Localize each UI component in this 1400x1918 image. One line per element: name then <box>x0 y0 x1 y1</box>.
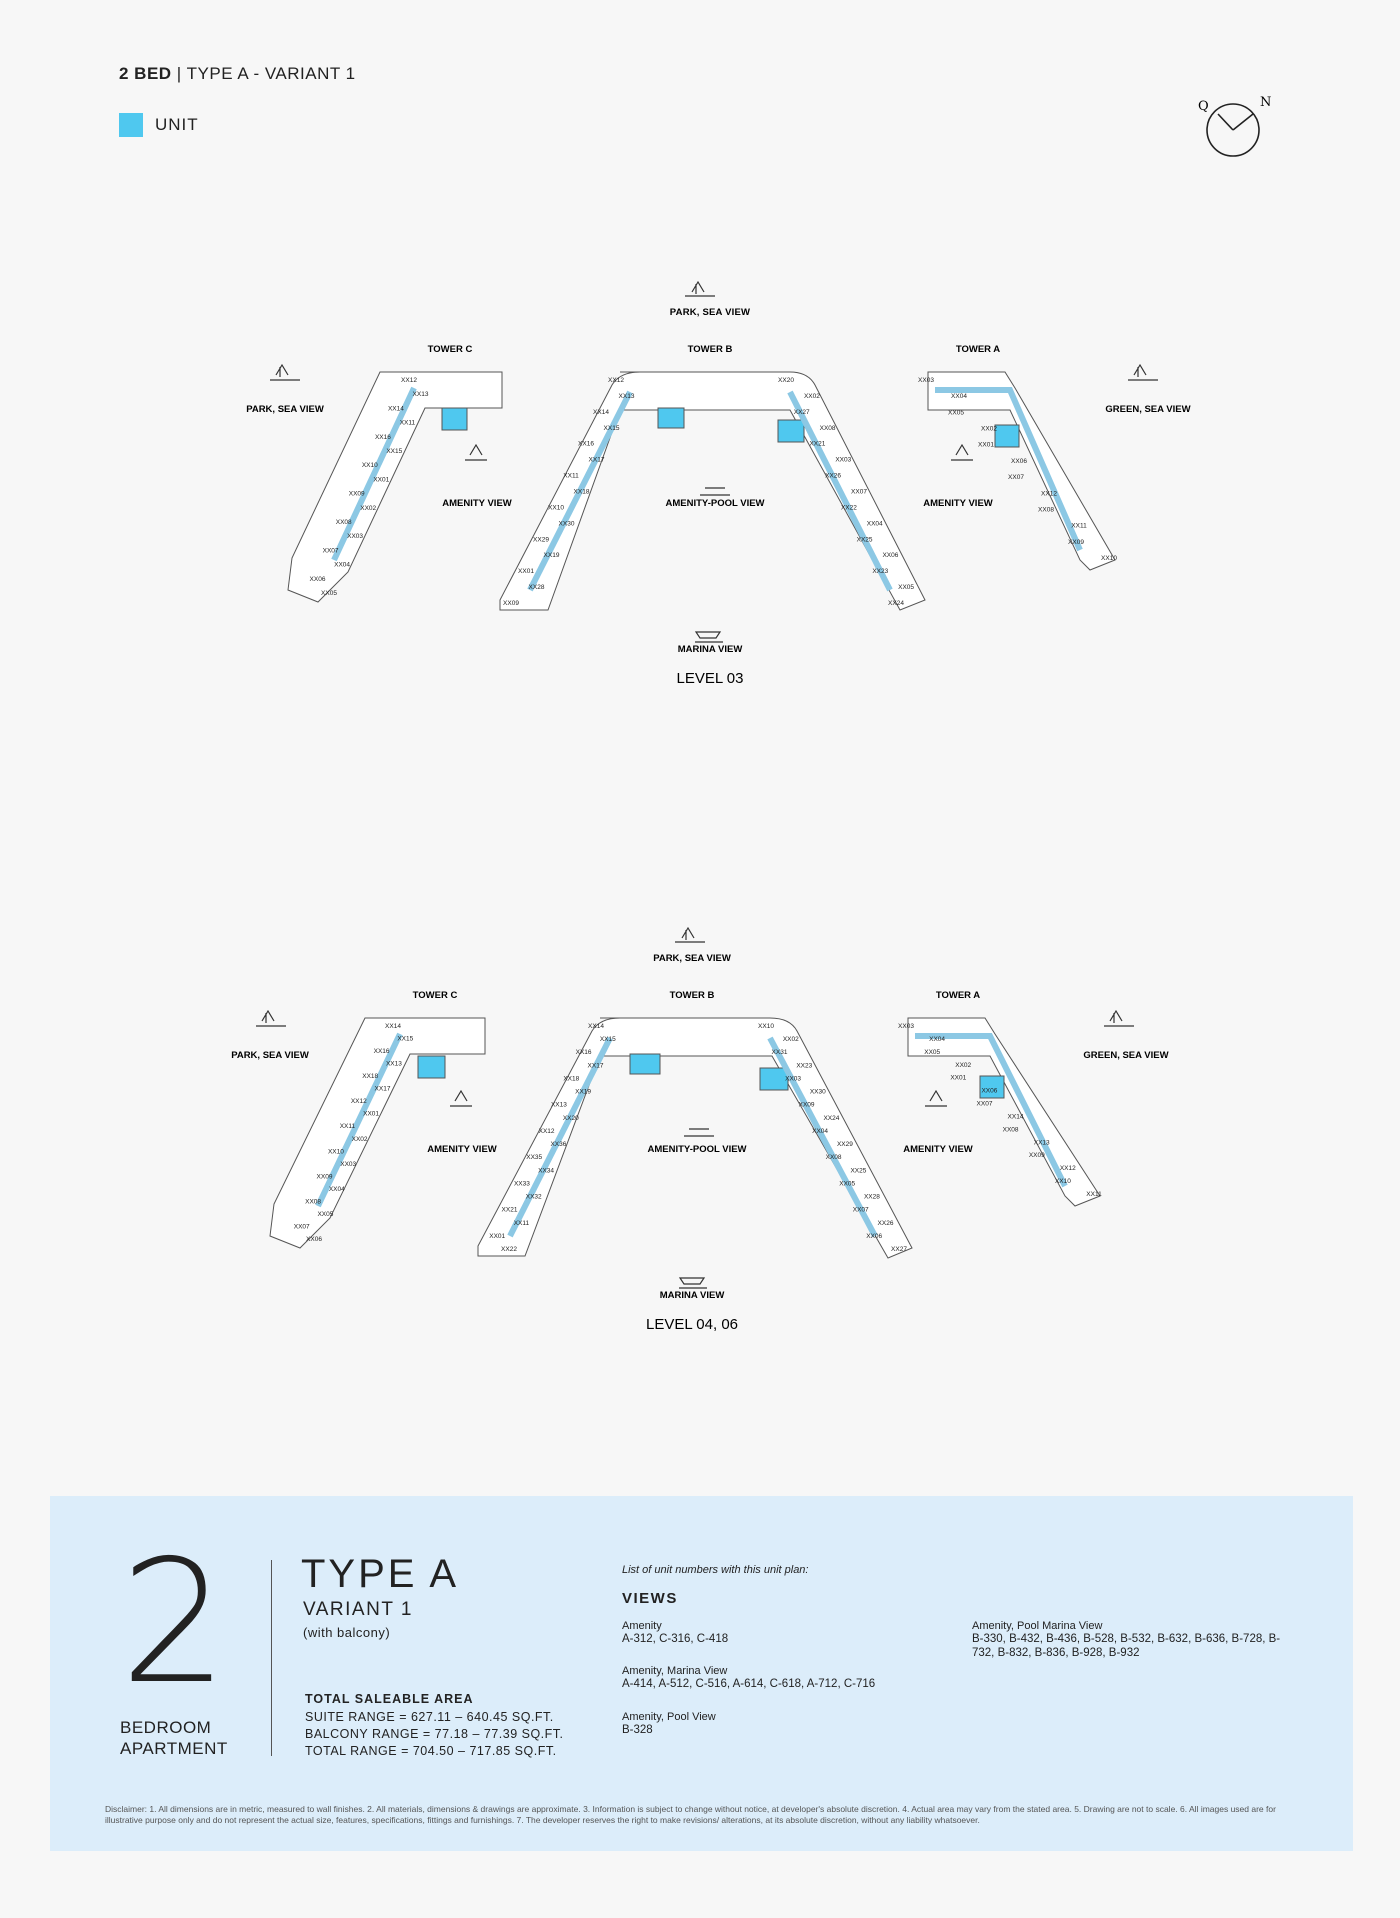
unit-label-tower-b: XX36 <box>550 1141 567 1149</box>
unit-label-tower-b: XX13 <box>550 1101 567 1109</box>
unit-label-tower-b: XX27 <box>793 408 810 416</box>
total-range: TOTAL RANGE = 704.50 – 717.85 SQ.FT. <box>305 1744 557 1758</box>
unit-label-tower-c: XX08 <box>335 519 352 526</box>
unit-label-tower-b: XX18 <box>573 488 590 496</box>
unit-label-tower-a: XX09 <box>1068 538 1084 546</box>
tower-b-label: TOWER B <box>669 990 715 1001</box>
tower-c-unit-highlight <box>418 1056 445 1078</box>
unit-label-tower-b: XX02 <box>782 1036 799 1044</box>
unit-label-tower-c: XX17 <box>374 1085 391 1093</box>
unit-label-tower-c: XX16 <box>373 1048 390 1056</box>
unit-label-tower-b: XX22 <box>840 504 857 512</box>
unit-label-tower-b: XX26 <box>877 1219 894 1227</box>
unit-label-tower-b: XX03 <box>785 1075 802 1083</box>
unit-label-tower-a: XX12 <box>1041 490 1057 498</box>
unit-label-tower-c: XX09 <box>316 1173 333 1181</box>
unit-label-tower-c: XX10 <box>327 1148 344 1156</box>
legend <box>119 113 199 137</box>
unit-label-tower-a: XX01 <box>950 1074 967 1082</box>
unit-label-tower-b: XX27 <box>891 1246 907 1253</box>
unit-label-tower-b: XX05 <box>839 1180 856 1188</box>
unit-label-tower-b: XX03 <box>835 456 852 464</box>
unit-label-tower-b: XX25 <box>850 1167 867 1175</box>
balcony-range: BALCONY RANGE = 77.18 – 77.39 SQ.FT. <box>305 1727 564 1741</box>
unit-label-tower-b: XX32 <box>525 1193 542 1201</box>
unit-label-tower-c: XX06 <box>309 575 326 583</box>
unit-label-tower-b: XX28 <box>863 1193 880 1201</box>
unit-label-tower-b: XX17 <box>587 1062 604 1070</box>
view-group: Amenity, Marina View A-414, A-512, C-516, A-614, C-618, A-712, C-716 <box>622 1665 876 1690</box>
unit-label-tower-c: XX02 <box>351 1135 368 1143</box>
list-heading: List of unit numbers with this unit plan: <box>622 1564 809 1576</box>
unit-label-tower-b: XX33 <box>513 1180 530 1188</box>
unit-label-tower-a: XX11 <box>1086 1191 1102 1198</box>
unit-label-tower-c: XX01 <box>363 1110 380 1118</box>
unit-label-tower-b: XX02 <box>803 392 820 400</box>
unit-label-tower-c: XX02 <box>360 504 377 512</box>
unit-label-tower-c: XX03 <box>340 1160 357 1168</box>
unit-label-tower-a: XX07 <box>1008 474 1024 482</box>
unit-label-tower-c: XX13 <box>412 391 429 399</box>
unit-label-tower-b: XX12 <box>538 1127 555 1135</box>
type-title: TYPE A <box>301 1552 460 1596</box>
unit-label-tower-c: XX13 <box>385 1060 402 1068</box>
unit-label-tower-a: XX08 <box>1002 1126 1019 1134</box>
unit-label-tower-c: XX16 <box>374 433 391 441</box>
unit-label-tower-b: XX16 <box>578 440 594 448</box>
unit-label-tower-a: XX05 <box>948 409 964 417</box>
unit-label-tower-b: XX19 <box>543 552 560 560</box>
unit-label-tower-c: XX04 <box>334 561 351 569</box>
unit-label-tower-a: XX05 <box>924 1048 941 1056</box>
unit-label-tower-c: XX01 <box>373 476 390 484</box>
unit-label-tower-b: XX15 <box>599 1036 616 1044</box>
unit-label-tower-c: XX04 <box>328 1185 345 1193</box>
unit-label-tower-c: XX07 <box>293 1223 310 1231</box>
unit-label-tower-c: XX15 <box>397 1035 414 1043</box>
view-bottom: MARINA VIEW <box>659 1290 725 1301</box>
level-03-plan <box>0 260 1400 740</box>
divider <box>271 1560 272 1756</box>
level-04-06-plan <box>0 906 1400 1386</box>
unit-label-tower-b: XX01 <box>489 1232 506 1240</box>
unit-label-tower-b: XX29 <box>836 1141 853 1149</box>
unit-label-tower-a: XX04 <box>929 1035 946 1043</box>
unit-label-tower-b: XX15 <box>603 424 620 432</box>
view-right: GREEN, SEA VIEW <box>1083 1050 1169 1061</box>
unit-label-tower-b: XX09 <box>503 600 519 607</box>
unit-swatch <box>119 113 143 137</box>
unit-label-tower-b: XX18 <box>563 1075 580 1083</box>
view-bottom: MARINA VIEW <box>677 644 743 655</box>
unit-label-tower-b: XX21 <box>501 1206 518 1214</box>
unit-label-tower-b: XX29 <box>533 536 549 544</box>
unit-label-tower-c: XX11 <box>399 419 416 427</box>
unit-label-tower-b: XX20 <box>778 377 794 384</box>
unit-label-tower-c: XX15 <box>386 448 403 455</box>
unit-label-tower-a: XX04 <box>951 393 967 401</box>
unit-label-tower-b: XX06 <box>882 552 899 560</box>
unit-label-tower-b: XX05 <box>898 584 915 592</box>
unit-label-tower-b: XX08 <box>825 1154 842 1162</box>
compass-left-letter: Q <box>1198 99 1209 114</box>
unit-label-tower-b: XX11 <box>563 472 579 480</box>
unit-label-tower-b: XX10 <box>758 1023 774 1030</box>
compass-icon <box>1190 92 1276 160</box>
level-label: LEVEL 04, 06 <box>645 1316 739 1333</box>
unit-label-tower-a: XX07 <box>976 1100 993 1108</box>
unit-label-tower-b: XX04 <box>866 520 883 528</box>
tower-a-label: TOWER A <box>935 990 981 1001</box>
unit-label-tower-c: XX12 <box>401 377 417 384</box>
unit-label-tower-b: XX28 <box>528 584 545 592</box>
disclaimer: Disclaimer: 1. All dimensions are in metric, measured to wall finishes. 2. All materials, dimensions & drawings are approximate. 3. Information is subject to change without notice, at developer's absolute discretion. 4. Actual area may vary from the stated area. 5. Drawing are not to scale. 6. All images used are for illustrative purpose only and do not represent the actual size, features, specifications, fittings and furnishings. 7. The developer reserves the right to make revisions/ alterations, at its absolute discretion, without any liability whatsoever. <box>105 1804 1276 1825</box>
bedroom-number: 2 <box>120 1524 229 1722</box>
unit-label-tower-b: XX21 <box>809 440 826 448</box>
tower-a-label: TOWER A <box>955 344 1001 355</box>
page-title: 2 BED | TYPE A - VARIANT 1 <box>119 64 356 83</box>
view-left: PARK, SEA VIEW <box>231 1050 309 1061</box>
unit-label-tower-c: XX05 <box>317 1210 334 1218</box>
bedroom-label: BEDROOM APARTMENT <box>120 1718 228 1758</box>
unit-label-tower-b: XX07 <box>852 1206 869 1214</box>
unit-label-tower-b: XX13 <box>618 392 635 400</box>
view-pool: AMENITY-POOL VIEW <box>647 1144 747 1155</box>
unit-label-tower-b: XX25 <box>856 536 873 544</box>
unit-label-tower-b: XX01 <box>518 568 534 576</box>
view-group: Amenity A-312, C-316, C-418 <box>622 1620 729 1645</box>
unit-label-tower-b: XX24 <box>823 1114 840 1122</box>
tower-b-outline <box>478 1018 912 1258</box>
unit-label-tower-a: XX08 <box>1038 506 1054 514</box>
unit-label-tower-c: XX14 <box>385 1023 401 1030</box>
unit-label-tower-c: XX10 <box>361 462 378 470</box>
tower-a-outline <box>908 1018 1100 1206</box>
unit-label-tower-b: XX14 <box>588 1023 604 1030</box>
unit-label-tower-b: XX08 <box>819 424 836 432</box>
unit-label-tower-a: XX02 <box>981 425 997 433</box>
view-amenity-a: AMENITY VIEW <box>903 1144 973 1155</box>
view-right: GREEN, SEA VIEW <box>1105 404 1191 415</box>
unit-label-tower-a: XX09 <box>1028 1152 1045 1160</box>
unit-label-tower-a: XX10 <box>1054 1178 1071 1186</box>
unit-label-tower-b: XX14 <box>593 408 609 416</box>
unit-label-tower-b: XX30 <box>558 520 575 528</box>
unit-label-tower-b: XX09 <box>798 1101 815 1109</box>
unit-label-tower-c: XX18 <box>362 1073 379 1081</box>
unit-label-tower-b: XX11 <box>513 1219 530 1227</box>
unit-label-tower-c: XX07 <box>322 547 339 555</box>
unit-label-tower-b: XX31 <box>771 1049 788 1057</box>
unit-label-tower-c: XX12 <box>350 1098 367 1106</box>
unit-label-tower-b: XX07 <box>851 488 867 496</box>
unit-label-tower-b: XX04 <box>812 1127 829 1135</box>
tower-b-unit-highlight-1 <box>658 408 684 428</box>
unit-label-tower-a: XX10 <box>1101 555 1117 562</box>
legend-label: UNIT <box>155 115 199 134</box>
view-top: PARK, SEA VIEW <box>653 953 731 964</box>
balcony-note: (with balcony) <box>303 1625 391 1640</box>
variant-title: VARIANT 1 <box>303 1599 413 1620</box>
unit-label-tower-b: XX23 <box>796 1062 813 1070</box>
unit-label-tower-b: XX22 <box>501 1246 517 1253</box>
tower-b-unit-highlight-2 <box>760 1068 788 1090</box>
view-group: Amenity, Pool Marina View B-330, B-432, B-436, B-528, B-532, B-632, B-636, B-728, B-732, B-832, B-836, B-928, B-932 <box>972 1620 1281 1659</box>
view-pool: AMENITY-POOL VIEW <box>665 498 765 509</box>
unit-label-tower-a: XX06 <box>1011 457 1027 465</box>
unit-label-tower-b: XX26 <box>825 472 842 480</box>
tower-c-unit-highlight <box>442 408 467 430</box>
unit-label-tower-b: XX12 <box>608 377 624 384</box>
unit-label-tower-b: XX17 <box>588 456 605 464</box>
unit-label-tower-b: XX19 <box>575 1088 592 1096</box>
unit-label-tower-c: XX14 <box>387 405 404 413</box>
unit-label-tower-a: XX06 <box>981 1087 998 1095</box>
unit-label-tower-b: XX30 <box>809 1088 826 1096</box>
unit-label-tower-c: XX06 <box>306 1236 322 1243</box>
unit-label-tower-b: XX06 <box>866 1232 883 1240</box>
tower-b-unit-highlight-1 <box>630 1054 660 1074</box>
unit-label-tower-a: XX02 <box>955 1061 972 1069</box>
unit-label-tower-b: XX20 <box>562 1114 579 1122</box>
views-heading: VIEWS <box>622 1590 678 1607</box>
unit-label-tower-c: XX05 <box>321 590 337 597</box>
tower-c-label: TOWER C <box>412 990 458 1001</box>
unit-label-tower-c: XX03 <box>347 533 364 541</box>
unit-label-tower-a: XX14 <box>1007 1113 1024 1121</box>
tower-b-unit-highlight-2 <box>778 420 804 442</box>
unit-label-tower-a: XX12 <box>1059 1165 1076 1173</box>
unit-label-tower-b: XX16 <box>575 1049 592 1057</box>
tower-a-unit-highlight <box>995 425 1019 447</box>
view-amenity-c: AMENITY VIEW <box>442 498 512 509</box>
level-label: LEVEL 03 <box>676 670 744 687</box>
unit-label-tower-b: XX24 <box>888 600 904 607</box>
unit-label-tower-a: XX13 <box>1033 1139 1050 1147</box>
unit-label-tower-b: XX35 <box>526 1154 543 1162</box>
view-left: PARK, SEA VIEW <box>246 404 324 415</box>
view-group: Amenity, Pool View B-328 <box>622 1711 716 1736</box>
view-amenity-c: AMENITY VIEW <box>427 1144 497 1155</box>
compass-right-letter: N <box>1260 95 1272 110</box>
unit-label-tower-a: XX11 <box>1071 522 1087 530</box>
suite-range: SUITE RANGE = 627.11 – 640.45 SQ.FT. <box>305 1710 554 1724</box>
unit-label-tower-b: XX23 <box>872 568 889 576</box>
area-heading: TOTAL SALEABLE AREA <box>305 1692 474 1706</box>
unit-label-tower-a: XX03 <box>918 377 934 384</box>
unit-label-tower-c: XX09 <box>348 490 365 498</box>
unit-label-tower-b: XX10 <box>548 504 564 512</box>
unit-label-tower-c: XX08 <box>305 1198 322 1206</box>
view-amenity-a: AMENITY VIEW <box>923 498 993 509</box>
unit-label-tower-b: XX34 <box>538 1167 555 1175</box>
tower-b-label: TOWER B <box>687 344 733 355</box>
tower-c-label: TOWER C <box>427 344 473 355</box>
unit-label-tower-a: XX03 <box>898 1023 914 1030</box>
unit-label-tower-c: XX11 <box>339 1123 356 1131</box>
view-top: PARK, SEA VIEW <box>669 307 751 318</box>
tower-a-outline <box>928 372 1115 570</box>
unit-label-tower-a: XX01 <box>978 441 994 449</box>
